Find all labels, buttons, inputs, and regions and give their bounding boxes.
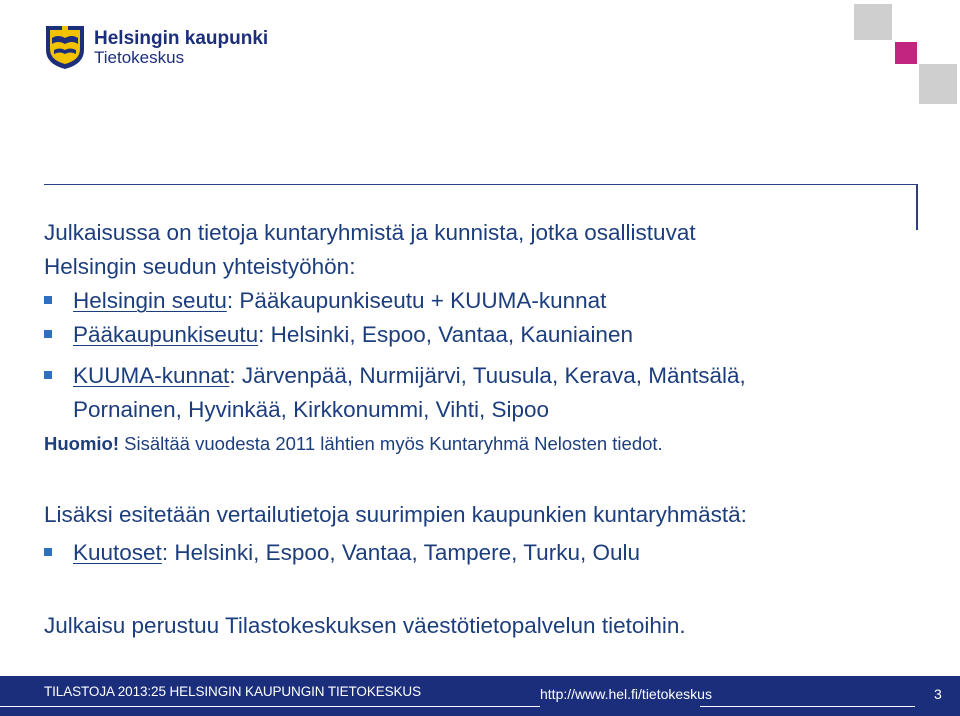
bullet-marker — [44, 548, 52, 556]
helsinki-logo — [44, 24, 269, 70]
title-divider-tick — [916, 184, 918, 230]
intro-line-1: Julkaisussa on tietoja kuntaryhmistä ja kunnista, jotka osallistuvat — [44, 220, 696, 245]
decor-gray-block — [919, 64, 957, 104]
bullet-paakaupunkiseutu — [73, 318, 633, 352]
term-kuuma-kunnat: KUUMA-kunnat — [73, 363, 230, 388]
intro-line-2: Helsingin seudun yhteistyöhön: — [44, 254, 356, 279]
bullet-kuuma-continuation: Pornainen, Hyvinkää, Kirkkonummi, Vihti, Sipoo — [73, 397, 550, 422]
helsinki-crest-icon — [44, 24, 86, 70]
footer-url-link[interactable]: http://www.hel.fi/tietokeskus — [540, 686, 712, 702]
bullet-kuutoset — [73, 536, 640, 570]
bullet-kuuma-kunnat — [73, 359, 746, 393]
title-divider — [44, 184, 916, 185]
bullet-text: : Helsinki, Espoo, Vantaa, Tampere, Turku, Oulu — [161, 540, 640, 565]
bullet-marker — [44, 371, 52, 379]
term-paakaupunkiseutu: Pääkaupunkiseutu — [73, 322, 259, 347]
note-line — [44, 430, 663, 458]
footer-publication: TILASTOJA 2013:25 HELSINGIN KAUPUNGIN TIETOKESKUS — [44, 684, 421, 699]
term-kuutoset: Kuutoset — [73, 540, 162, 565]
page-number: 3 — [934, 686, 942, 702]
bullet-marker — [44, 330, 52, 338]
comparison-intro: Lisäksi esitetään vertailutietoja suurimpien kaupunkien kuntaryhmästä: — [44, 502, 747, 527]
note-label: Huomio! — [44, 433, 120, 454]
logo-title: Helsingin kaupunki — [94, 28, 269, 49]
bullet-text: : Pääkaupunkiseutu + KUUMA-kunnat — [226, 288, 607, 313]
decor-gray-square — [854, 4, 892, 40]
bullet-text: : Järvenpää, Nurmijärvi, Tuusula, Kerava, Mäntsälä, — [229, 363, 746, 388]
bullet-helsingin-seutu — [73, 284, 606, 318]
bullet-marker — [44, 296, 52, 304]
footer-bar — [0, 676, 960, 716]
term-helsingin-seutu: Helsingin seutu — [73, 288, 227, 313]
footer-underline-right — [700, 676, 915, 707]
closing-line: Julkaisu perustuu Tilastokeskuksen väestötietopalvelun tietoihin. — [44, 613, 686, 638]
note-text: Sisältää vuodesta 2011 lähtien myös Kuntaryhmä Nelosten tiedot. — [119, 433, 663, 454]
logo-subtitle: Tietokeskus — [94, 48, 185, 67]
bullet-text: : Helsinki, Espoo, Vantaa, Kauniainen — [258, 322, 633, 347]
decor-magenta-square — [895, 42, 917, 64]
